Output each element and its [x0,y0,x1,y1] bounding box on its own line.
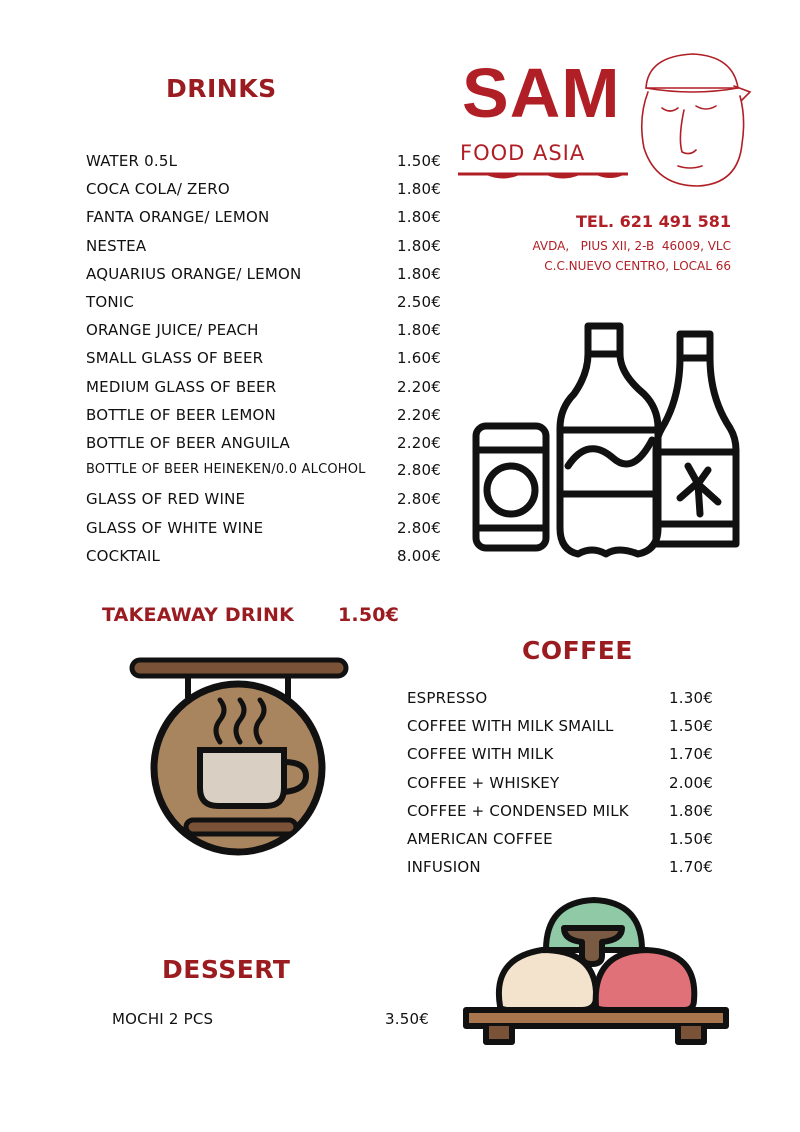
coffee-sign-icon [130,658,350,858]
dessert-heading: DESSERT [162,955,291,984]
drinks-item-name: COCKTAIL [86,546,161,565]
drinks-item-price: 2.20€ [397,434,441,452]
drinks-item-name: ORANGE JUICE/ PEACH [86,321,259,340]
drinks-item-price: 2.80€ [397,490,441,509]
drinks-item-name: GLASS OF RED WINE [86,490,246,509]
drinks-item-name: AQUARIUS ORANGE/ LEMON [86,264,302,283]
coffee-item-price: 1.50€ [669,830,713,848]
coffee-item-price: 1.70€ [669,858,713,877]
takeaway-label: TAKEAWAY DRINK [102,604,295,626]
mochi-icon [462,888,732,1048]
drinks-item-name: BOTTLE OF BEER LEMON [86,405,276,424]
drinks-item-price: 1.50€ [397,152,441,170]
drinks-item-price: 8.00€ [397,546,441,565]
coffee-item-name: AMERICAN COFFEE [407,830,553,848]
drinks-item [86,490,441,509]
address-line-2: C.C.NUEVO CENTRO, LOCAL 66 [544,259,731,273]
brand-subtitle: FOOD ASIA [460,141,586,165]
drinks-item-price: 2.50€ [397,293,441,311]
coffee-item-name: COFFEE WITH MILK [407,745,554,764]
takeaway-price: 1.50€ [338,604,400,626]
coffee-heading: COFFEE [522,636,633,665]
coffee-item-name: COFFEE + WHISKEY [407,773,560,792]
drinks-item-price: 1.80€ [397,180,441,199]
can-and-bottles-icon [468,318,748,563]
phone-number: TEL. 621 491 581 [575,212,731,231]
drinks-item-price: 1.80€ [397,208,441,227]
address-line-1: AVDA, PIUS XII, 2-B 46009, VLC [532,239,731,253]
drinks-item-name: COCA COLA/ ZERO [86,180,230,199]
drinks-item-price: 2.80€ [397,518,441,537]
drinks-item [86,518,441,537]
brand-name: SAM [462,54,621,132]
drinks-item-name: WATER 0.5L [86,152,178,170]
coffee-item-name: INFUSION [407,858,481,877]
dessert-item-name: MOCHI 2 PCS [112,1010,214,1028]
coffee-item-name: COFFEE + CONDENSED MILK [407,801,629,820]
drinks-item-price: 2.20€ [397,405,441,424]
takeaway-drink-row [102,604,400,626]
drinks-item-price: 2.20€ [397,377,441,396]
coffee-item-price: 1.70€ [669,745,713,764]
coffee-item-name: COFFEE WITH MILK SMAILL [407,717,614,736]
logo-wave-underline [458,170,628,180]
drinks-item-name: FANTA ORANGE/ LEMON [86,208,270,227]
coffee-item-price: 1.30€ [669,689,713,707]
coffee-item [407,745,713,764]
drinks-item-price: 1.80€ [397,236,441,255]
drinks-item [86,152,441,170]
drinks-item [86,208,441,227]
drinks-item [86,236,441,255]
coffee-item-price: 1.80€ [669,801,713,820]
drinks-item [86,293,441,311]
drinks-item [86,405,441,424]
drinks-item-name: MEDIUM GLASS OF BEER [86,377,277,396]
coffee-item [407,717,713,736]
monk-face-logo [638,48,753,188]
drinks-item-name: TONIC [86,293,135,311]
coffee-item [407,773,713,792]
drinks-heading: DRINKS [166,74,277,103]
drinks-item-name: SMALL GLASS OF BEER [86,349,264,368]
drinks-item-price: 1.80€ [397,321,441,340]
coffee-item-name: ESPRESSO [407,689,488,707]
coffee-item-price: 1.50€ [669,717,713,736]
drinks-item-name: BOTTLE OF BEER HEINEKEN/0.0 ALCOHOL [86,462,366,478]
coffee-item [407,830,713,848]
drinks-item-price: 1.60€ [397,349,441,368]
drinks-item [86,377,441,396]
drinks-item [86,321,441,340]
drinks-item-name: GLASS OF WHITE WINE [86,518,264,537]
coffee-item-price: 2.00€ [669,773,713,792]
drinks-item [86,434,441,452]
drinks-item [86,349,441,368]
dessert-item-price: 3.50€ [385,1010,429,1028]
coffee-item [407,858,713,877]
dessert-item [112,1010,429,1028]
drinks-item-price: 2.80€ [397,460,441,479]
drinks-item-name: NESTEA [86,236,147,255]
coffee-item [407,689,713,707]
drinks-item [86,180,441,199]
drinks-item-price: 1.80€ [397,264,441,283]
drinks-item [86,546,441,565]
drinks-item [86,460,441,479]
drinks-item-name: BOTTLE OF BEER ANGUILA [86,434,291,452]
coffee-item [407,801,713,820]
drinks-item [86,264,441,283]
